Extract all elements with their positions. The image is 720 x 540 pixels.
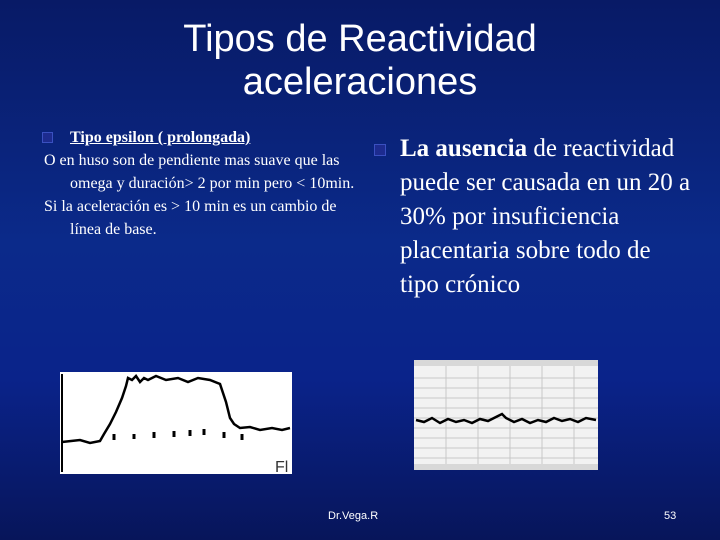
right-rest-text: de reactividad puede ser causada en un 20 a 30% por insuficiencia placentaria sobre todo de tipo crónico: [400, 135, 691, 298]
square-bullet-icon: [374, 144, 386, 156]
right-bold-text: La ausencia: [400, 135, 528, 162]
figure-label: Fl: [275, 459, 289, 474]
paragraph-2: Si la aceleración es > 10 min es un cambio de línea de base.: [44, 198, 337, 238]
left-text-block: [44, 126, 364, 241]
acceleration-trace-image: [60, 372, 292, 474]
nonreactive-trace-image: [414, 360, 598, 470]
right-paragraph: [400, 132, 692, 302]
acceleration-trace-svg: [60, 372, 292, 474]
subtitle: Tipo epsilon ( prolongada): [70, 129, 251, 146]
footer-author: Dr.Vega.R: [328, 510, 379, 522]
title-line-2: aceleraciones: [242, 61, 478, 103]
title-line-1: Tipos de Reactividad: [183, 18, 537, 60]
subtitle-line: [44, 126, 364, 149]
nonreactive-trace-svg: [414, 360, 598, 470]
page-number: 53: [664, 510, 677, 522]
slide-title: [60, 18, 660, 104]
right-text-block: [372, 132, 692, 302]
square-bullet-icon: [42, 132, 53, 143]
paragraph-1: O en huso son de pendiente mas suave que las omega y duración> 2 por min pero < 10min.: [44, 152, 355, 192]
